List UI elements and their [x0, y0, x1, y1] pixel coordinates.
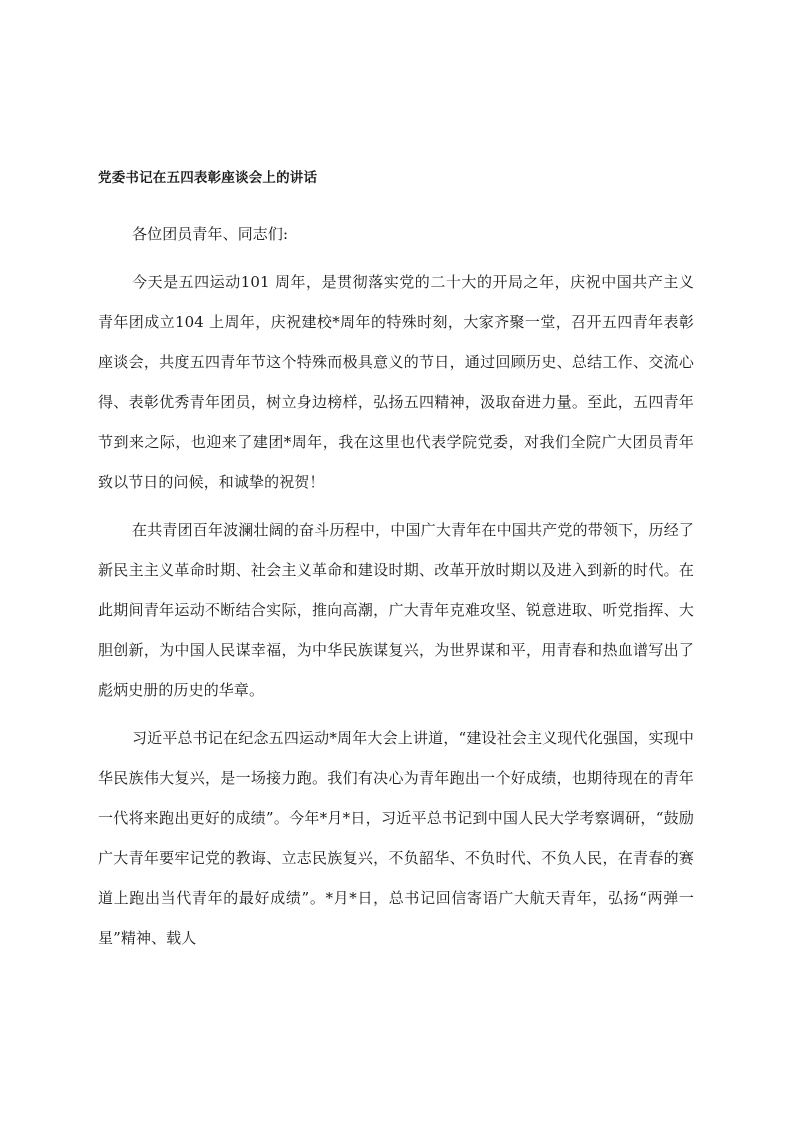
document-title: 党委书记在五四表彰座谈会上的讲话 — [98, 170, 318, 186]
body-paragraph-3: 习近平总书记在纪念五四运动*周年大会上讲道，“建设社会主义现代化强国，实现中华民族伟大复兴，是一场接力跑。我们有决心为青年跑出一个好成绩，也期待现在的青年一代将来跑出更好的成绩”。今年*月*日，习近平总书记到中国人民大学考察调研，“鼓励广大青年要牢记党的教诲、立志民族复兴，不负韶华、不负时代、不负人民，在青春的赛道上跑出当代青年的最好成绩”。*月*日，总书记回信寄语广大航天青年，弘扬“两弹一星”精神、载人 — [98, 729, 694, 947]
body-paragraph-2: 在共青团百年波澜壮阔的奋斗历程中，中国广大青年在中国共产党的带领下，历经了新民主主义革命时期、社会主义革命和建设时期、改革开放时期以及进入到新的时代。在此期间青年运动不断结合实际，推向高潮，广大青年克难攻坚、锐意进取、听党指挥、大胆创新，为中国人民谋幸福，为中华民族谋复兴，为世界谋和平，用青春和热血谱写出了彪炳史册的历史的华章。 — [98, 521, 694, 699]
document-body — [98, 168, 694, 958]
salutation-line: 各位团员青年、同志们: — [132, 225, 289, 243]
body-paragraph-1: 今天是五四运动101 周年，是贯彻落实党的二十大的开局之年，庆祝中国共产主义青年团成立104 上周年，庆祝建校*周年的特殊时刻，大家齐聚一堂，召开五四青年表彰座谈会，共度五四青年节这个特殊而极具意义的节日，通过回顾历史、总结工作、交流心得、表彰优秀青年团员，树立身边榜样，弘扬五四精神，汲取奋进力量。至此，五四青年节到来之际，也迎来了建团*周年，我在这里也代表学院党委，对我们全院广大团员青年致以节日的问候，和诚挚的祝贺！ — [98, 273, 694, 491]
